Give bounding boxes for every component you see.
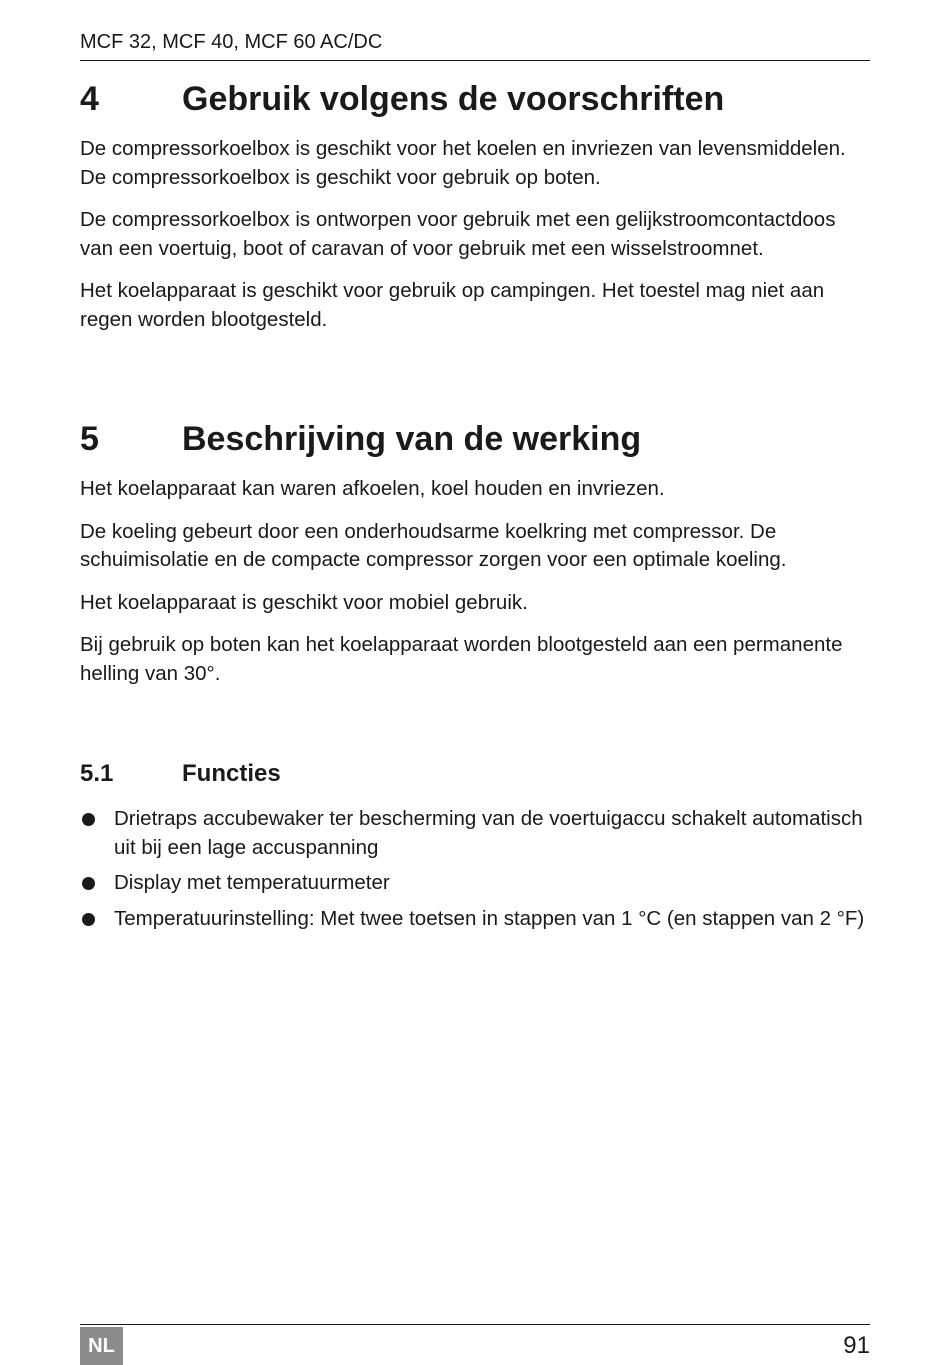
paragraph: Het koelapparaat kan waren afkoelen, koel houden en invriezen. [80,477,665,500]
feature-list [80,805,872,933]
page-header [80,30,870,61]
subsection-title: Functies [182,760,281,787]
list-item-text: Display met temperatuurmeter [114,871,390,894]
section-title: Gebruik volgens de voorschriften [182,80,725,118]
page-footer [80,1324,870,1365]
paragraph: De compressorkoelbox is geschikt voor het koelen en invriezen van levensmiddelen. De compressorkoelbox is geschikt voor gebruik op boten. [80,137,846,189]
section-title: Beschrijving van de werking [182,420,642,458]
header-title: MCF 32, MCF 40, MCF 60 AC/DC [80,31,383,53]
paragraph: Bij gebruik op boten kan het koelapparaat worden blootgesteld aan een permanente helling van 30°. [80,633,843,685]
list-item-text: Temperatuurinstelling: Met twee toetsen in stappen van 1 °C (en stappen van 2 °F) [114,906,865,930]
page-number: 91 [843,1332,870,1359]
section-number: 4 [80,80,99,118]
section-5-1 [80,757,872,940]
section-4 [80,75,872,348]
paragraph: De koeling gebeurt door een onderhoudsarme koelkring met compressor. De schuimisolatie en de compacte compressor zorgen voor een optimale koeling. [80,519,787,571]
section-number: 5 [80,420,99,458]
language-badge: NL [80,1327,123,1365]
list-item [80,905,872,934]
section-5 [80,415,872,702]
paragraph: Het koelapparaat is geschikt voor gebruik op campingen. Het toestel mag niet aan regen worden blootgesteld. [80,279,825,331]
list-item [80,805,872,862]
list-item [80,869,872,898]
paragraph: Het koelapparaat is geschikt voor mobiel gebruik. [80,590,528,614]
subsection-number: 5.1 [80,760,114,787]
paragraph: De compressorkoelbox is ontworpen voor gebruik met een gelijkstroomcontactdoos van een voertuig, boot of caravan of voor gebruik met een wisselstroomnet. [80,208,836,260]
bullet-icon [82,813,95,826]
subsection-heading [80,757,872,791]
section-5-heading [80,415,872,463]
bullet-icon [82,877,95,890]
list-item-text: Drietraps accubewaker ter bescherming van de voertuigaccu schakelt automatisch uit bij een lage accuspanning [114,807,863,859]
section-4-heading [80,75,872,123]
bullet-icon [82,913,95,926]
